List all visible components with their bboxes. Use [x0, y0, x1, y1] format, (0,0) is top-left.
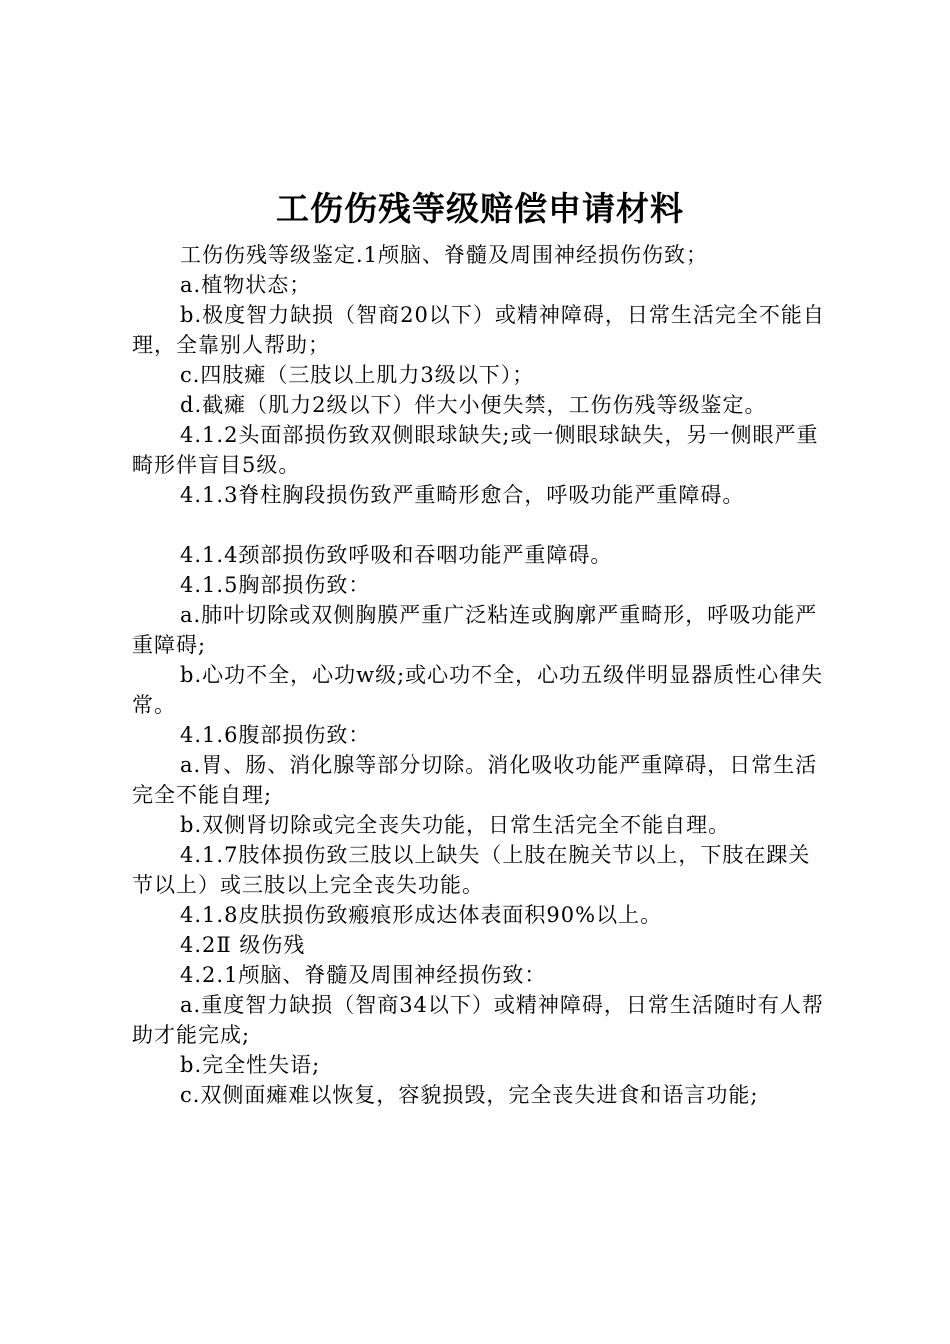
document-title: 工伤伤残等级赔偿申请材料: [276, 189, 684, 228]
paragraph: c.双侧面瘫难以恢复，容貌损毁，完全丧失进食和语言功能;: [180, 1083, 759, 1107]
paragraph: 4.1.3脊柱胸段损伤致严重畸形愈合，呼吸功能严重障碍。: [180, 483, 745, 507]
paragraph: 4.1.5胸部损伤致：: [180, 573, 371, 597]
section-heading: 4.2Ⅱ 级伤残: [180, 933, 306, 957]
paragraph: d.截瘫（肌力2级以下）伴大小便失禁，工伤伤残等级鉴定。: [180, 393, 767, 417]
paragraph: a.植物状态；: [180, 273, 312, 297]
paragraph: a.肺叶切除或双侧胸膜严重广泛粘连或胸廓严重畸形，呼吸功能严重障碍;: [132, 603, 818, 657]
paragraph: a.重度智力缺损（智商34以下）或精神障碍，日常生活随时有人帮助才能完成;: [132, 993, 824, 1047]
paragraph: 4.1.6腹部损伤致：: [180, 723, 371, 747]
paragraph: 4.1.2头面部损伤致双侧眼球缺失;或一侧眼球缺失，另一侧眼严重畸形伴盲目5级。: [132, 423, 819, 477]
document-body: [132, 240, 832, 1110]
blank-line: [132, 510, 832, 540]
paragraph: b.心功不全，心功w级;或心功不全，心功五级伴明显器质性心律失常。: [132, 663, 824, 717]
paragraph: 4.1.8皮肤损伤致瘢痕形成达体表面积90%以上。: [180, 903, 663, 927]
paragraph: b.完全性失语;: [180, 1053, 321, 1077]
paragraph: c.四肢瘫（三肢以上肌力3级以下）；: [180, 363, 535, 387]
paragraph: b.双侧肾切除或完全丧失功能，日常生活完全不能自理。: [180, 813, 731, 837]
paragraph: 工伤伤残等级鉴定.1颅脑、脊髓及周围神经损伤伤致；: [180, 243, 709, 267]
paragraph: b.极度智力缺损（智商20以下）或精神障碍，日常生活完全不能自理，全靠别人帮助；: [132, 303, 825, 357]
paragraph: 4.1.7肢体损伤致三肢以上缺失（上肢在腕关节以上，下肢在踝关节以上）或三肢以上完全丧失功能。: [132, 843, 811, 897]
paragraph: 4.2.1颅脑、脊髓及周围神经损伤致：: [180, 963, 547, 987]
paragraph: a.胃、肠、消化腺等部分切除。消化吸收功能严重障碍，日常生活完全不能自理;: [132, 753, 818, 807]
paragraph: 4.1.4颈部损伤致呼吸和吞咽功能严重障碍。: [180, 543, 613, 567]
